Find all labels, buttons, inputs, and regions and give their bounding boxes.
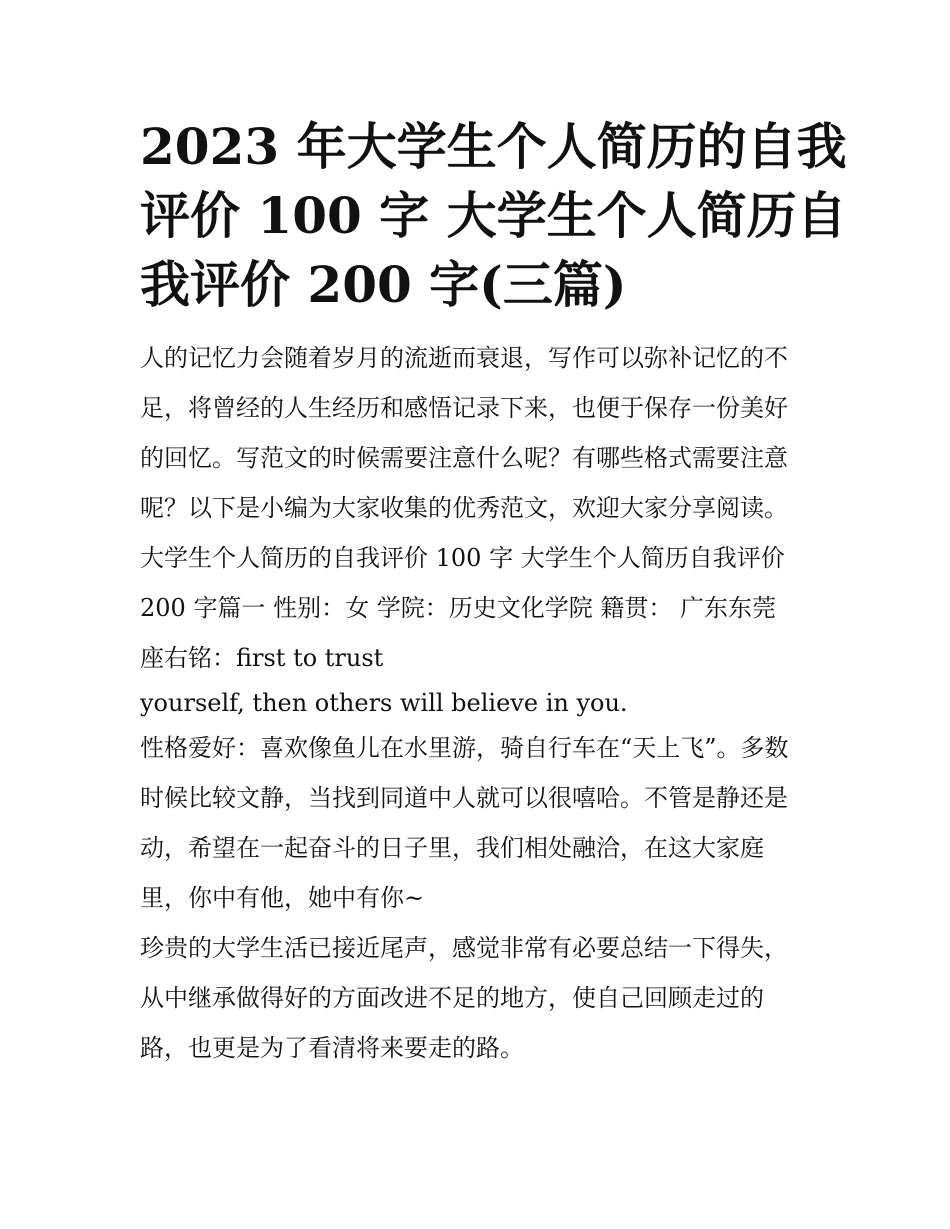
intro-line-2: 足，将曾经的人生经历和感悟记录下来，也便于保存一份美好 bbox=[140, 394, 788, 422]
intro-line-1: 人的记忆力会随着岁月的流逝而衰退，写作可以弥补记忆的不 bbox=[140, 344, 788, 372]
title-line-2: 评价 100 字 大学生个人简历自 bbox=[140, 186, 847, 245]
document-page bbox=[140, 112, 847, 1073]
document-body bbox=[140, 333, 815, 1073]
hobby-line-2: 时候比较文静，当找到同道中人就可以很嘻哈。不管是静还是 bbox=[140, 784, 788, 812]
section-heading-paragraph bbox=[140, 533, 815, 683]
intro-paragraph bbox=[140, 333, 815, 533]
intro-line-4: 呢？以下是小编为大家收集的优秀范文，欢迎大家分享阅读。 bbox=[140, 494, 788, 522]
closing-paragraph bbox=[140, 923, 815, 1073]
section-line-1: 大学生个人简历的自我评价 100 字 大学生个人简历自我评价 bbox=[140, 544, 785, 572]
title-line-1: 2023 年大学生个人简历的自我 bbox=[140, 117, 847, 176]
closing-line-3: 路，也更是为了看清将来要走的路。 bbox=[140, 1034, 524, 1062]
motto-line: yourself, then others will believe in you. bbox=[140, 689, 628, 717]
intro-line-3: 的回忆。写范文的时候需要注意什么呢？有哪些格式需要注意 bbox=[140, 444, 788, 472]
hobby-line-3: 动，希望在一起奋斗的日子里，我们相处融洽，在这大家庭 bbox=[140, 834, 764, 862]
section-line-2: 200 字篇一 性别：女 学院：历史文化学院 籍贯： 广东东莞 bbox=[140, 594, 776, 622]
document-title bbox=[140, 112, 847, 319]
hobby-line-1: 性格爱好：喜欢像鱼儿在水里游，骑自行车在“天上飞”。多数 bbox=[140, 734, 789, 762]
title-line-3: 我评价 200 字(三篇) bbox=[140, 255, 627, 314]
hobby-line-4: 里，你中有他，她中有你~ bbox=[140, 884, 425, 912]
hobby-paragraph bbox=[140, 723, 815, 923]
closing-line-1: 珍贵的大学生活已接近尾声，感觉非常有必要总结一下得失， bbox=[140, 934, 788, 962]
section-line-3: 座右铭：first to trust bbox=[140, 644, 384, 672]
motto-paragraph bbox=[140, 683, 815, 723]
closing-line-2: 从中继承做得好的方面改进不足的地方，使自己回顾走过的 bbox=[140, 984, 764, 1012]
